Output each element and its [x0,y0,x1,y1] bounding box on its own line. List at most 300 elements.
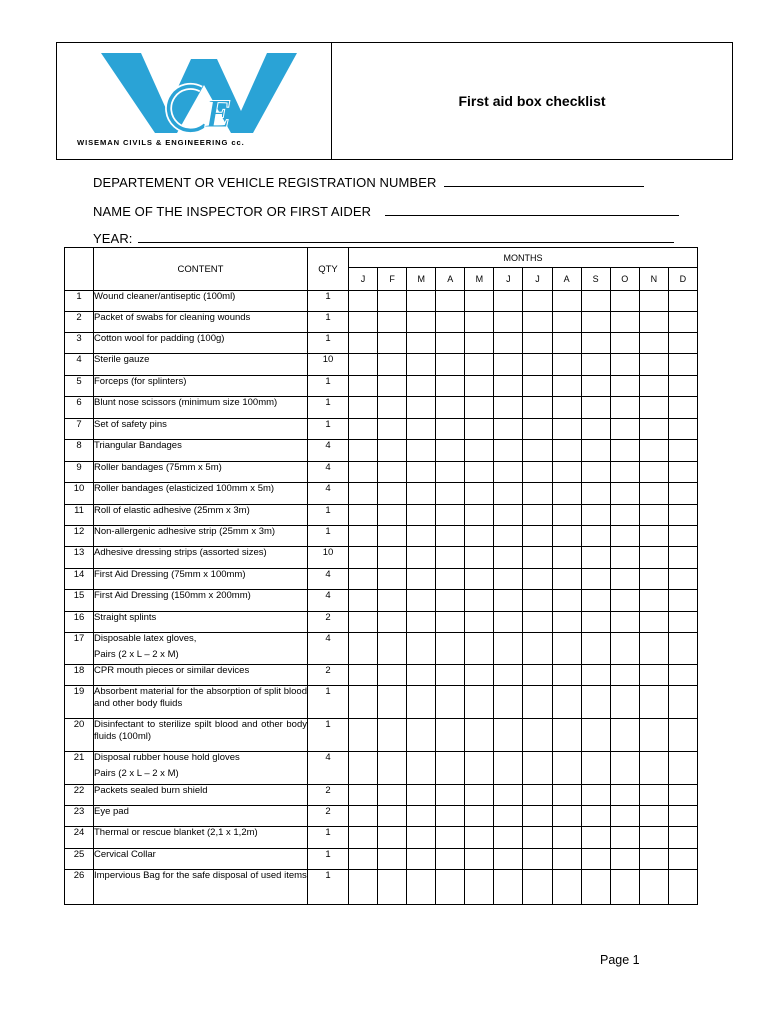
month-check-cell[interactable] [407,354,436,376]
month-check-cell[interactable] [552,785,581,806]
month-check-cell[interactable] [378,752,407,785]
month-check-cell[interactable] [378,612,407,633]
month-check-cell[interactable] [581,376,610,397]
month-check-cell[interactable] [610,785,639,806]
month-check-cell[interactable] [668,462,697,483]
month-check-cell[interactable] [523,665,552,686]
month-check-cell[interactable] [668,547,697,569]
month-check-cell[interactable] [407,686,436,719]
month-check-cell[interactable] [494,291,523,312]
month-check-cell[interactable] [581,333,610,354]
month-check-cell[interactable] [465,312,494,333]
month-check-cell[interactable] [610,376,639,397]
month-check-cell[interactable] [581,547,610,569]
month-check-cell[interactable] [436,686,465,719]
month-check-cell[interactable] [407,590,436,612]
month-check-cell[interactable] [494,419,523,440]
month-check-cell[interactable] [494,827,523,849]
month-check-cell[interactable] [552,612,581,633]
month-check-cell[interactable] [581,397,610,419]
month-check-cell[interactable] [552,354,581,376]
month-check-cell[interactable] [378,590,407,612]
month-check-cell[interactable] [668,870,697,905]
month-check-cell[interactable] [436,785,465,806]
month-check-cell[interactable] [465,870,494,905]
month-check-cell[interactable] [639,806,668,827]
month-check-cell[interactable] [436,312,465,333]
month-check-cell[interactable] [581,590,610,612]
month-check-cell[interactable] [552,569,581,590]
month-check-cell[interactable] [668,333,697,354]
month-check-cell[interactable] [523,849,552,870]
month-check-cell[interactable] [349,376,378,397]
month-check-cell[interactable] [668,849,697,870]
month-check-cell[interactable] [378,526,407,547]
year-input-line[interactable] [138,232,674,243]
month-check-cell[interactable] [639,440,668,462]
month-check-cell[interactable] [436,526,465,547]
month-check-cell[interactable] [349,719,378,752]
month-check-cell[interactable] [639,719,668,752]
month-check-cell[interactable] [407,419,436,440]
month-check-cell[interactable] [378,333,407,354]
month-check-cell[interactable] [378,376,407,397]
month-check-cell[interactable] [378,312,407,333]
month-check-cell[interactable] [552,376,581,397]
month-check-cell[interactable] [465,462,494,483]
month-check-cell[interactable] [639,590,668,612]
month-check-cell[interactable] [639,686,668,719]
month-check-cell[interactable] [407,806,436,827]
month-check-cell[interactable] [610,547,639,569]
month-check-cell[interactable] [581,291,610,312]
month-check-cell[interactable] [668,312,697,333]
month-check-cell[interactable] [378,870,407,905]
month-check-cell[interactable] [436,483,465,505]
month-check-cell[interactable] [407,291,436,312]
month-check-cell[interactable] [465,665,494,686]
month-check-cell[interactable] [494,312,523,333]
month-check-cell[interactable] [407,719,436,752]
month-check-cell[interactable] [552,686,581,719]
month-check-cell[interactable] [523,547,552,569]
month-check-cell[interactable] [581,505,610,526]
month-check-cell[interactable] [465,419,494,440]
month-check-cell[interactable] [378,547,407,569]
month-check-cell[interactable] [349,752,378,785]
month-check-cell[interactable] [552,526,581,547]
month-check-cell[interactable] [465,752,494,785]
month-check-cell[interactable] [523,870,552,905]
month-check-cell[interactable] [465,505,494,526]
month-check-cell[interactable] [523,590,552,612]
month-check-cell[interactable] [378,291,407,312]
month-check-cell[interactable] [494,665,523,686]
month-check-cell[interactable] [668,590,697,612]
month-check-cell[interactable] [668,376,697,397]
month-check-cell[interactable] [552,440,581,462]
month-check-cell[interactable] [610,569,639,590]
month-check-cell[interactable] [465,397,494,419]
month-check-cell[interactable] [639,291,668,312]
month-check-cell[interactable] [581,569,610,590]
month-check-cell[interactable] [436,419,465,440]
month-check-cell[interactable] [436,633,465,665]
month-check-cell[interactable] [552,806,581,827]
month-check-cell[interactable] [639,569,668,590]
month-check-cell[interactable] [349,612,378,633]
month-check-cell[interactable] [610,397,639,419]
month-check-cell[interactable] [610,665,639,686]
month-check-cell[interactable] [465,612,494,633]
month-check-cell[interactable] [494,849,523,870]
month-check-cell[interactable] [523,785,552,806]
month-check-cell[interactable] [523,419,552,440]
month-check-cell[interactable] [668,633,697,665]
month-check-cell[interactable] [552,870,581,905]
month-check-cell[interactable] [552,665,581,686]
month-check-cell[interactable] [610,849,639,870]
department-input-line[interactable] [444,176,644,187]
month-check-cell[interactable] [610,526,639,547]
month-check-cell[interactable] [407,827,436,849]
month-check-cell[interactable] [581,752,610,785]
month-check-cell[interactable] [465,526,494,547]
month-check-cell[interactable] [378,483,407,505]
month-check-cell[interactable] [610,612,639,633]
month-check-cell[interactable] [639,547,668,569]
month-check-cell[interactable] [552,547,581,569]
month-check-cell[interactable] [552,633,581,665]
month-check-cell[interactable] [581,612,610,633]
month-check-cell[interactable] [523,462,552,483]
month-check-cell[interactable] [639,526,668,547]
month-check-cell[interactable] [465,633,494,665]
month-check-cell[interactable] [581,785,610,806]
month-check-cell[interactable] [639,376,668,397]
month-check-cell[interactable] [494,686,523,719]
month-check-cell[interactable] [523,612,552,633]
month-check-cell[interactable] [581,462,610,483]
month-check-cell[interactable] [581,483,610,505]
month-check-cell[interactable] [639,333,668,354]
month-check-cell[interactable] [668,440,697,462]
month-check-cell[interactable] [668,719,697,752]
month-check-cell[interactable] [523,505,552,526]
month-check-cell[interactable] [378,686,407,719]
month-check-cell[interactable] [378,354,407,376]
month-check-cell[interactable] [581,312,610,333]
month-check-cell[interactable] [523,397,552,419]
month-check-cell[interactable] [407,397,436,419]
month-check-cell[interactable] [552,505,581,526]
month-check-cell[interactable] [378,719,407,752]
month-check-cell[interactable] [610,633,639,665]
month-check-cell[interactable] [639,397,668,419]
month-check-cell[interactable] [639,312,668,333]
month-check-cell[interactable] [436,612,465,633]
month-check-cell[interactable] [581,849,610,870]
month-check-cell[interactable] [407,440,436,462]
month-check-cell[interactable] [610,827,639,849]
month-check-cell[interactable] [407,376,436,397]
month-check-cell[interactable] [349,483,378,505]
month-check-cell[interactable] [407,333,436,354]
month-check-cell[interactable] [523,440,552,462]
month-check-cell[interactable] [552,849,581,870]
month-check-cell[interactable] [639,752,668,785]
month-check-cell[interactable] [465,785,494,806]
month-check-cell[interactable] [436,397,465,419]
month-check-cell[interactable] [639,633,668,665]
month-check-cell[interactable] [581,665,610,686]
inspector-input-line[interactable] [385,205,679,216]
month-check-cell[interactable] [523,526,552,547]
month-check-cell[interactable] [610,590,639,612]
month-check-cell[interactable] [552,291,581,312]
month-check-cell[interactable] [349,686,378,719]
month-check-cell[interactable] [349,291,378,312]
month-check-cell[interactable] [581,827,610,849]
month-check-cell[interactable] [639,827,668,849]
month-check-cell[interactable] [407,547,436,569]
month-check-cell[interactable] [349,806,378,827]
month-check-cell[interactable] [494,397,523,419]
month-check-cell[interactable] [436,827,465,849]
month-check-cell[interactable] [407,785,436,806]
month-check-cell[interactable] [436,752,465,785]
month-check-cell[interactable] [523,806,552,827]
month-check-cell[interactable] [349,665,378,686]
month-check-cell[interactable] [349,827,378,849]
month-check-cell[interactable] [668,785,697,806]
month-check-cell[interactable] [349,462,378,483]
month-check-cell[interactable] [639,665,668,686]
month-check-cell[interactable] [465,827,494,849]
month-check-cell[interactable] [668,752,697,785]
month-check-cell[interactable] [494,612,523,633]
month-check-cell[interactable] [465,547,494,569]
month-check-cell[interactable] [523,633,552,665]
month-check-cell[interactable] [349,354,378,376]
month-check-cell[interactable] [407,612,436,633]
month-check-cell[interactable] [610,870,639,905]
month-check-cell[interactable] [523,312,552,333]
month-check-cell[interactable] [523,752,552,785]
month-check-cell[interactable] [494,633,523,665]
month-check-cell[interactable] [436,462,465,483]
month-check-cell[interactable] [552,333,581,354]
month-check-cell[interactable] [610,752,639,785]
month-check-cell[interactable] [639,505,668,526]
month-check-cell[interactable] [523,569,552,590]
month-check-cell[interactable] [407,462,436,483]
month-check-cell[interactable] [523,376,552,397]
month-check-cell[interactable] [436,376,465,397]
month-check-cell[interactable] [552,719,581,752]
month-check-cell[interactable] [610,312,639,333]
month-check-cell[interactable] [349,505,378,526]
month-check-cell[interactable] [552,462,581,483]
month-check-cell[interactable] [639,612,668,633]
month-check-cell[interactable] [581,633,610,665]
month-check-cell[interactable] [465,590,494,612]
month-check-cell[interactable] [668,505,697,526]
month-check-cell[interactable] [523,291,552,312]
month-check-cell[interactable] [668,483,697,505]
month-check-cell[interactable] [668,354,697,376]
month-check-cell[interactable] [523,333,552,354]
month-check-cell[interactable] [465,719,494,752]
month-check-cell[interactable] [407,752,436,785]
month-check-cell[interactable] [552,483,581,505]
month-check-cell[interactable] [494,354,523,376]
month-check-cell[interactable] [668,397,697,419]
month-check-cell[interactable] [436,333,465,354]
month-check-cell[interactable] [668,665,697,686]
month-check-cell[interactable] [378,462,407,483]
month-check-cell[interactable] [639,419,668,440]
month-check-cell[interactable] [581,719,610,752]
month-check-cell[interactable] [407,870,436,905]
month-check-cell[interactable] [494,719,523,752]
month-check-cell[interactable] [523,686,552,719]
month-check-cell[interactable] [494,483,523,505]
month-check-cell[interactable] [407,505,436,526]
month-check-cell[interactable] [465,291,494,312]
month-check-cell[interactable] [378,633,407,665]
month-check-cell[interactable] [610,291,639,312]
month-check-cell[interactable] [581,686,610,719]
month-check-cell[interactable] [639,849,668,870]
month-check-cell[interactable] [552,397,581,419]
month-check-cell[interactable] [407,849,436,870]
month-check-cell[interactable] [494,547,523,569]
month-check-cell[interactable] [610,354,639,376]
month-check-cell[interactable] [494,333,523,354]
month-check-cell[interactable] [349,440,378,462]
month-check-cell[interactable] [465,849,494,870]
month-check-cell[interactable] [668,612,697,633]
month-check-cell[interactable] [494,462,523,483]
month-check-cell[interactable] [668,526,697,547]
month-check-cell[interactable] [436,806,465,827]
month-check-cell[interactable] [349,785,378,806]
month-check-cell[interactable] [378,849,407,870]
month-check-cell[interactable] [436,505,465,526]
month-check-cell[interactable] [407,526,436,547]
month-check-cell[interactable] [349,569,378,590]
month-check-cell[interactable] [494,505,523,526]
month-check-cell[interactable] [349,419,378,440]
month-check-cell[interactable] [639,870,668,905]
month-check-cell[interactable] [610,483,639,505]
month-check-cell[interactable] [494,785,523,806]
month-check-cell[interactable] [610,333,639,354]
month-check-cell[interactable] [465,569,494,590]
month-check-cell[interactable] [523,354,552,376]
month-check-cell[interactable] [436,354,465,376]
month-check-cell[interactable] [552,752,581,785]
month-check-cell[interactable] [610,686,639,719]
month-check-cell[interactable] [349,526,378,547]
month-check-cell[interactable] [436,719,465,752]
month-check-cell[interactable] [436,590,465,612]
month-check-cell[interactable] [349,870,378,905]
month-check-cell[interactable] [610,806,639,827]
month-check-cell[interactable] [349,312,378,333]
month-check-cell[interactable] [494,376,523,397]
month-check-cell[interactable] [465,333,494,354]
month-check-cell[interactable] [639,462,668,483]
month-check-cell[interactable] [523,483,552,505]
month-check-cell[interactable] [668,806,697,827]
month-check-cell[interactable] [378,419,407,440]
month-check-cell[interactable] [407,483,436,505]
month-check-cell[interactable] [378,806,407,827]
month-check-cell[interactable] [378,505,407,526]
month-check-cell[interactable] [494,806,523,827]
month-check-cell[interactable] [610,462,639,483]
month-check-cell[interactable] [494,870,523,905]
month-check-cell[interactable] [465,440,494,462]
month-check-cell[interactable] [436,569,465,590]
month-check-cell[interactable] [349,849,378,870]
month-check-cell[interactable] [349,547,378,569]
month-check-cell[interactable] [494,526,523,547]
month-check-cell[interactable] [465,806,494,827]
month-check-cell[interactable] [436,547,465,569]
month-check-cell[interactable] [523,827,552,849]
month-check-cell[interactable] [378,827,407,849]
month-check-cell[interactable] [465,686,494,719]
month-check-cell[interactable] [668,569,697,590]
month-check-cell[interactable] [465,483,494,505]
month-check-cell[interactable] [581,440,610,462]
month-check-cell[interactable] [639,785,668,806]
month-check-cell[interactable] [668,419,697,440]
month-check-cell[interactable] [610,719,639,752]
month-check-cell[interactable] [436,849,465,870]
month-check-cell[interactable] [349,590,378,612]
month-check-cell[interactable] [407,665,436,686]
month-check-cell[interactable] [552,419,581,440]
month-check-cell[interactable] [349,397,378,419]
month-check-cell[interactable] [378,569,407,590]
month-check-cell[interactable] [523,719,552,752]
month-check-cell[interactable] [668,686,697,719]
month-check-cell[interactable] [407,633,436,665]
month-check-cell[interactable] [349,633,378,665]
month-check-cell[interactable] [436,291,465,312]
month-check-cell[interactable] [581,526,610,547]
month-check-cell[interactable] [552,590,581,612]
month-check-cell[interactable] [610,505,639,526]
month-check-cell[interactable] [349,333,378,354]
month-check-cell[interactable] [494,569,523,590]
month-check-cell[interactable] [378,440,407,462]
month-check-cell[interactable] [465,376,494,397]
month-check-cell[interactable] [581,354,610,376]
month-check-cell[interactable] [494,752,523,785]
month-check-cell[interactable] [378,785,407,806]
month-check-cell[interactable] [581,806,610,827]
month-check-cell[interactable] [436,870,465,905]
month-check-cell[interactable] [610,440,639,462]
month-check-cell[interactable] [436,665,465,686]
month-check-cell[interactable] [436,440,465,462]
month-check-cell[interactable] [668,291,697,312]
